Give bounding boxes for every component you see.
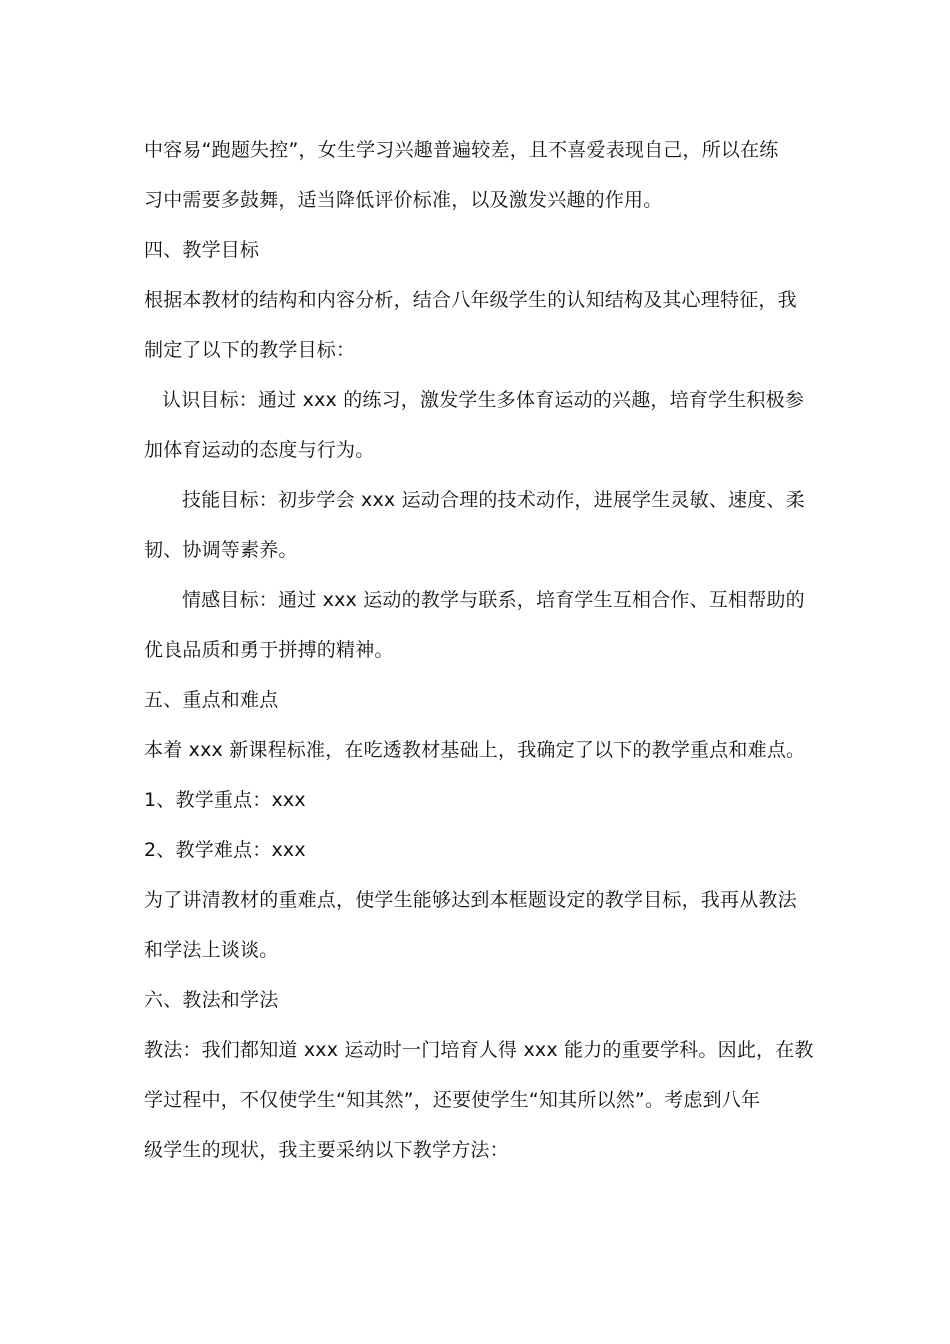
paragraph-line: 加体育运动的态度与行为。 — [144, 439, 375, 461]
paragraph-line: 根据本教材的结构和内容分析，结合八年级学生的认知结构及其心理特征，我 — [144, 289, 797, 311]
paragraph-line: 情感目标：通过 xxx 运动的教学与联系，培育学生互相合作、互相帮助的 — [182, 589, 805, 611]
paragraph-line: 认识目标：通过 xxx 的练习，激发学生多体育运动的兴趣，培育学生积极参 — [162, 389, 805, 411]
paragraph-line: 技能目标：初步学会 xxx 运动合理的技术动作，进展学生灵敏、速度、柔 — [182, 489, 805, 511]
paragraph-line: 教法：我们都知道 xxx 运动时一门培育人得 xxx 能力的重要学科。因此，在教 — [144, 1039, 814, 1061]
paragraph-line: 习中需要多鼓舞，适当降低评价标准，以及激发兴趣的作用。 — [144, 189, 663, 211]
paragraph-line: 韧、协调等素养。 — [144, 539, 298, 561]
paragraph-line: 级学生的现状，我主要采纳以下教学方法： — [144, 1139, 509, 1161]
list-item: 1、教学重点：xxx — [144, 789, 306, 811]
paragraph-line: 学过程中，不仅使学生“知其然”，还要使学生“知其所以然”。考虑到八年 — [144, 1089, 761, 1111]
section-heading: 四、教学目标 — [144, 239, 260, 261]
paragraph-line: 中容易“跑题失控”，女生学习兴趣普遍较差，且不喜爱表现自己，所以在练 — [144, 139, 779, 161]
paragraph-line: 和学法上谈谈。 — [144, 939, 279, 961]
section-heading: 五、重点和难点 — [144, 689, 279, 711]
paragraph-line: 为了讲清教材的重难点，使学生能够达到本框题设定的教学目标，我再从教法 — [144, 889, 797, 911]
paragraph-line: 本着 xxx 新课程标准，在吃透教材基础上，我确定了以下的教学重点和难点。 — [144, 739, 806, 761]
list-item: 2、教学难点：xxx — [144, 839, 306, 861]
paragraph-line: 制定了以下的教学目标： — [144, 339, 356, 361]
section-heading: 六、教法和学法 — [144, 989, 279, 1011]
paragraph-line: 优良品质和勇于拼搏的精神。 — [144, 639, 394, 661]
